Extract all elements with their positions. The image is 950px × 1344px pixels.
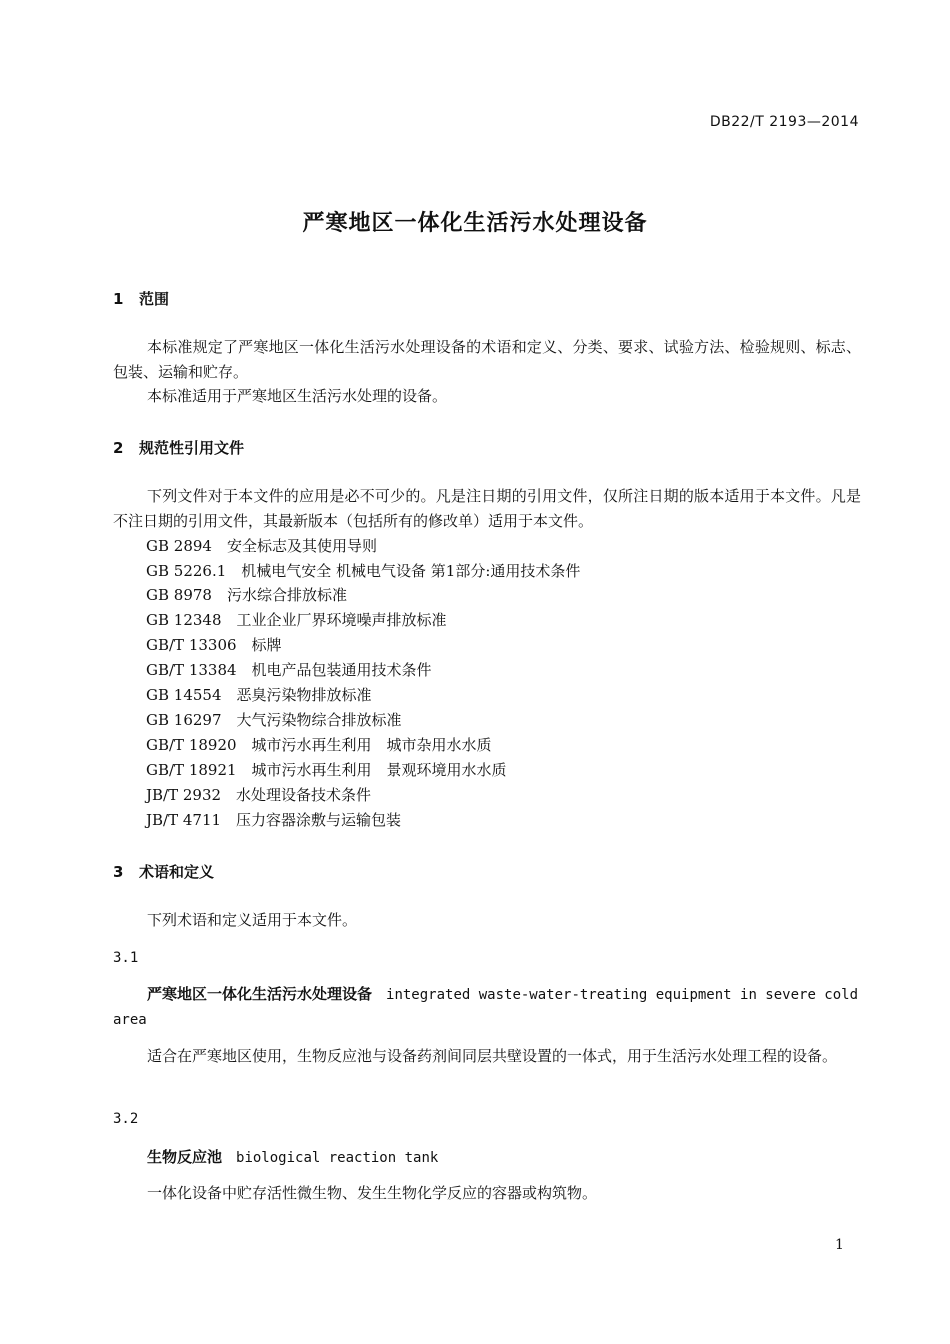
section-3-number: 3 <box>113 863 124 881</box>
reference-item: GB 8978 污水综合排放标准 <box>146 586 347 604</box>
section-2-title: 规范性引用文件 <box>139 439 245 457</box>
reference-item: GB 2894 安全标志及其使用导则 <box>146 537 377 555</box>
section-1-paragraph-1: 本标准规定了严寒地区一体化生活污水处理设备的术语和定义、分类、要求、试验方法、检验规则、标志、包装、运输和贮存。 <box>113 338 861 381</box>
reference-item: GB 5226.1 机械电气安全 机械电气设备 第1部分:通用技术条件 <box>146 562 581 580</box>
standard-code: DB22/T 2193—2014 <box>709 114 859 130</box>
reference-item: GB/T 18920 城市污水再生利用 城市杂用水水质 <box>146 736 492 754</box>
document-title: 严寒地区一体化生活污水处理设备 <box>302 211 648 236</box>
term-3-1-entry <box>113 982 861 1032</box>
section-1-title: 范围 <box>139 290 170 308</box>
term-3-1-definition: 适合在严寒地区使用，生物反应池与设备药剂间同层共壁设置的一体式，用于生活污水处理工程的设备。 <box>147 1047 838 1065</box>
section-1-paragraph-2: 本标准适用于严寒地区生活污水处理的设备。 <box>147 387 448 405</box>
term-3-2-entry <box>113 1145 861 1171</box>
reference-item: GB 16297 大气污染物综合排放标准 <box>146 711 402 729</box>
term-3-1-chinese: 严寒地区一体化生活污水处理设备 <box>147 985 373 1003</box>
section-2-number: 2 <box>113 439 124 457</box>
reference-item: GB/T 13384 机电产品包装通用技术条件 <box>146 661 432 679</box>
term-3-2-chinese: 生物反应池 <box>147 1148 223 1166</box>
term-3-1-number: 3.1 <box>113 950 139 966</box>
section-3-intro: 下列术语和定义适用于本文件。 <box>147 911 358 929</box>
term-3-1-english: integrated waste-water-treating equipment in severe cold area <box>113 987 859 1028</box>
term-3-2-number: 3.2 <box>113 1111 139 1127</box>
reference-item: GB/T 13306 标牌 <box>146 636 282 654</box>
section-1-number: 1 <box>113 290 124 308</box>
section-3-heading <box>113 861 214 882</box>
section-3-title: 术语和定义 <box>139 863 215 881</box>
reference-item: GB/T 18921 城市污水再生利用 景观环境用水水质 <box>146 761 507 779</box>
section-2-intro: 下列文件对于本文件的应用是必不可少的。凡是注日期的引用文件，仅所注日期的版本适用于本文件。凡是不注日期的引用文件，其最新版本（包括所有的修改单）适用于本文件。 <box>113 487 861 530</box>
reference-item: GB 14554 恶臭污染物排放标准 <box>146 686 372 704</box>
section-2-heading <box>113 437 244 458</box>
term-3-2-definition: 一体化设备中贮存活性微生物、发生生物化学反应的容器或构筑物。 <box>147 1184 598 1202</box>
section-1-heading <box>113 288 169 309</box>
page-number: 1 <box>835 1237 844 1253</box>
reference-item: JB/T 4711 压力容器涂敷与运输包装 <box>146 811 402 829</box>
reference-item: GB 12348 工业企业厂界环境噪声排放标准 <box>146 611 447 629</box>
term-3-2-english: biological reaction tank <box>236 1150 439 1166</box>
reference-item: JB/T 2932 水处理设备技术条件 <box>146 786 372 804</box>
